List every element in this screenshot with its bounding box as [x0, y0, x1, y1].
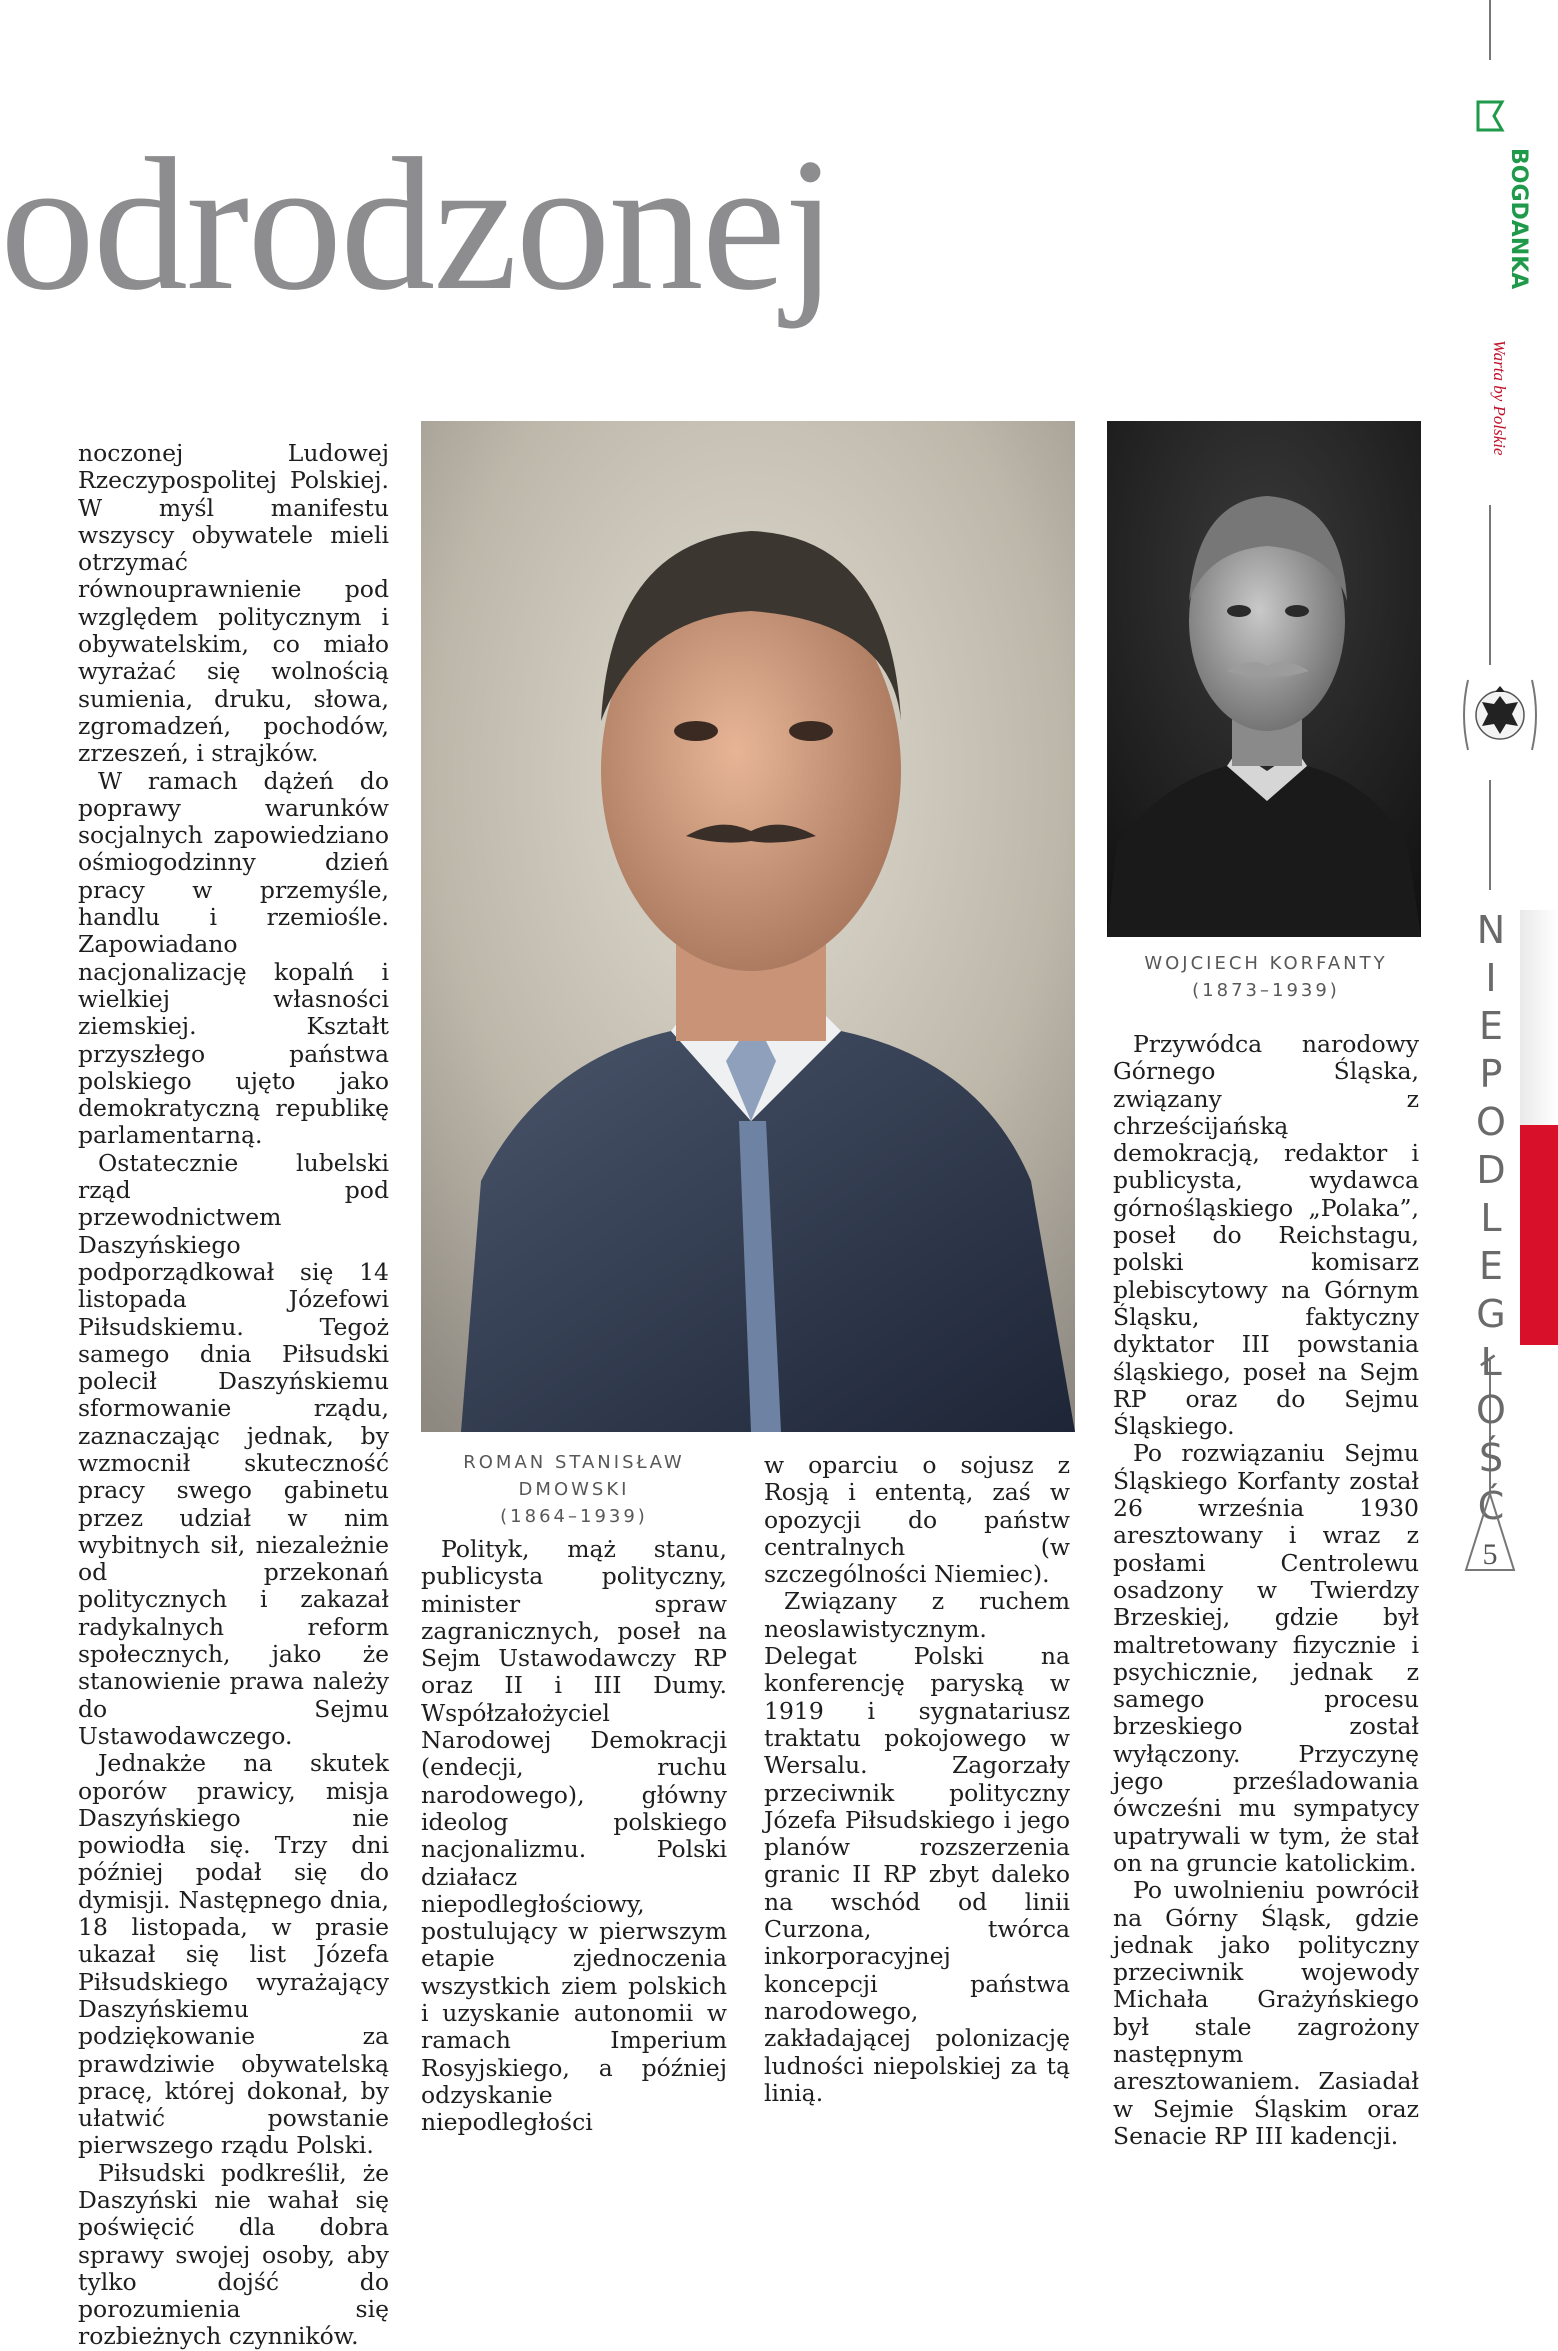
paragraph: Przywódca narodowy Górnego Śląska, związany z chrześcijańską demokracją, redaktor i publicysta, wydawca górnośląskiego „Polaka”, poseł do Reichstagu, polski komisarz plebiscytowy na Górnym Śląsku, faktyczny dyktator III powstania śląskiego, poseł na Sejm RP oraz do Sejmu Śląskiego. — [1113, 1030, 1419, 1441]
portrait-dmowski — [421, 421, 1075, 1432]
paragraph: Piłsudski podkreślił, że Daszyński nie wahał się poświęcić dla dobra sprawy swojej osoby, aby tylko dojść do porozumienia się rozbieżnych czynników. — [78, 2158, 389, 2351]
flag-red-stripe — [1520, 1125, 1558, 1345]
section-letter: N — [1476, 908, 1506, 952]
section-letter: Ł — [1480, 1340, 1502, 1384]
bogdanka-logo-icon — [1472, 98, 1532, 298]
paragraph: Ostatecznie lubelski rząd pod przewodnictwem Daszyńskiego podporządkował się 14 listopada Józefowi Piłsudskiemu. Tegoż samego dnia Piłsudski polecił Daszyńskiemu sformowanie rządu, zaznaczając jednak, by wzmocnił skuteczność pracy swego gabinetu przez udział w nim wybitnych sił, niezależnie od przekonań politycznych i zakazał radykalnych reform społecznych, jako że stanowienie prawa należy do Sejmu Ustawodawczego. — [78, 1148, 389, 1750]
article-column-2 — [421, 1536, 727, 2137]
caption-dmowski — [421, 1449, 727, 1530]
sidebar-rule — [1489, 780, 1491, 890]
paragraph: Polityk, mąż stanu, publicysta polityczny, minister spraw zagranicznych, poseł na Sejm Ustawodawczy RP oraz II i III Dumy. Współzałożyciel Narodowej Demokracji (endecji, ruchu narodowego), główny ideolog polskiego nacjonalizmu. Polski działacz niepodległościowy, postulujący w pierwszym etapie zjednoczenia wszystkich ziem polskich i uzyskanie autonomii w ramach Imperium Rosyjskiego, a później odzyskanie niepodległości — [421, 1535, 727, 2137]
section-title-vertical — [1466, 906, 1516, 1338]
caption-name: ROMAN STANISŁAW DMOWSKI — [463, 1452, 685, 1500]
section-letter: D — [1476, 1148, 1506, 1192]
paragraph: Związany z ruchem neoslawistycznym. Delegat Polski na konferencję paryską w 1919 i sygnatariusz traktatu pokojowego w Wersalu. Zagorzały przeciwnik polityczny Józefa Piłsudskiego i jego planów rozszerzenia granic II RP zbyt daleko na wschód od linii Curzona, twórca inkorporacyjnej koncepcji państwa narodowego, zakładającej polonizację ludności niepolskiej za tą linią. — [764, 1587, 1070, 2107]
section-letter: I — [1485, 956, 1497, 1000]
section-letter: E — [1478, 1004, 1503, 1048]
section-letter: P — [1479, 1052, 1503, 1096]
caption-years: (1873–1939) — [1192, 980, 1340, 1001]
section-letter: L — [1480, 1196, 1502, 1240]
paragraph: Po rozwiązaniu Sejmu Śląskiego Korfanty został 26 września 1930 aresztowany i wraz z posłami Centrolewu osadzony w Twierdzy Brzeskiej, gdzie był maltretowany fizycznie i psychicznie, jednak z samego procesu brzeskiego został wyłączony. Przyczynę jego prześladowania ówcześni mu sympatycy upatrywali w tym, że stał on na gruncie katolickim. — [1113, 1439, 1419, 1877]
portrait-korfanty-image — [1107, 421, 1421, 937]
paragraph: w oparciu o sojusz z Rosją i ententą, zaś w opozycji do państw centralnych (w szczególności Niemiec). — [764, 1451, 1070, 1589]
article-column-4 — [1113, 1031, 1419, 2150]
section-letter: E — [1478, 1244, 1503, 1288]
section-letter: O — [1476, 1388, 1506, 1432]
paragraph: W ramach dążeń do poprawy warunków socjalnych zapowiedziano ośmiogodzinny dzień pracy w przemyśle, handlu i rzemiośle. Zapowiadano nacjonalizację kopalń i wielkiej własności ziemskiej. Kształt przyszłego państwa polskiego ujęto jako demokratyczną republikę parlamentarną. — [78, 766, 389, 1150]
sidebar-rule — [1489, 505, 1491, 665]
page-number: 5 — [1482, 1538, 1498, 1571]
sidebar-rule — [1489, 0, 1491, 60]
section-letter: Ś — [1478, 1436, 1504, 1480]
section-letter: G — [1476, 1292, 1506, 1336]
caption-name: WOJCIECH KORFANTY — [1144, 953, 1388, 974]
section-letter: Ć — [1477, 1484, 1505, 1528]
caption-korfanty — [1105, 950, 1427, 1004]
caption-years: (1864–1939) — [500, 1506, 648, 1527]
portrait-korfanty — [1107, 421, 1421, 937]
paragraph: noczonej Ludowej Rzeczypospolitej Polskiej. W myśl manifestu wszyscy obywatele mieli otrzymać równouprawnienie pod względem politycznym i obywatelskim, co miało wyrażać się wolnością sumienia, druku, słowa, zgromadzeń, pochodów, zrzeszeń, i strajków. — [78, 439, 389, 768]
flag-white-stripe — [1520, 910, 1558, 1125]
brand-name: BOGDANKA — [1506, 148, 1531, 290]
signature-logo-icon — [1468, 336, 1532, 476]
article-column-1 — [78, 440, 389, 2351]
section-headline: odrodzonej — [0, 120, 835, 330]
portrait-dmowski-image — [421, 421, 1075, 1432]
section-letter: O — [1476, 1100, 1506, 1144]
paragraph: Jednakże na skutek oporów prawicy, misja Daszyńskiego nie powiodła się. Trzy dni później podał się do dymisji. Następnego dnia, 18 listopada, w prasie ukazał się list Józefa Piłsudskiego wyrażający Daszyńskiemu podziękowanie za prawdziwie obywatelską pracę, której dokonał, by ułatwić powstanie pierwszego rządu Polski. — [78, 1749, 389, 2160]
signature-text: Warta by Polskie — [1490, 340, 1509, 456]
paragraph: Po uwolnieniu powrócił na Górny Śląsk, gdzie jednak jako polityczny przeciwnik wojewody Michała Grażyńskiego był stale zagrożony następnym aresztowaniem. Zasiadał w Sejmie Śląskim oraz Senacie RP III kadencji. — [1113, 1876, 1419, 2150]
polish-eagle-emblem-icon — [1460, 670, 1540, 760]
article-column-3 — [764, 1452, 1070, 2107]
